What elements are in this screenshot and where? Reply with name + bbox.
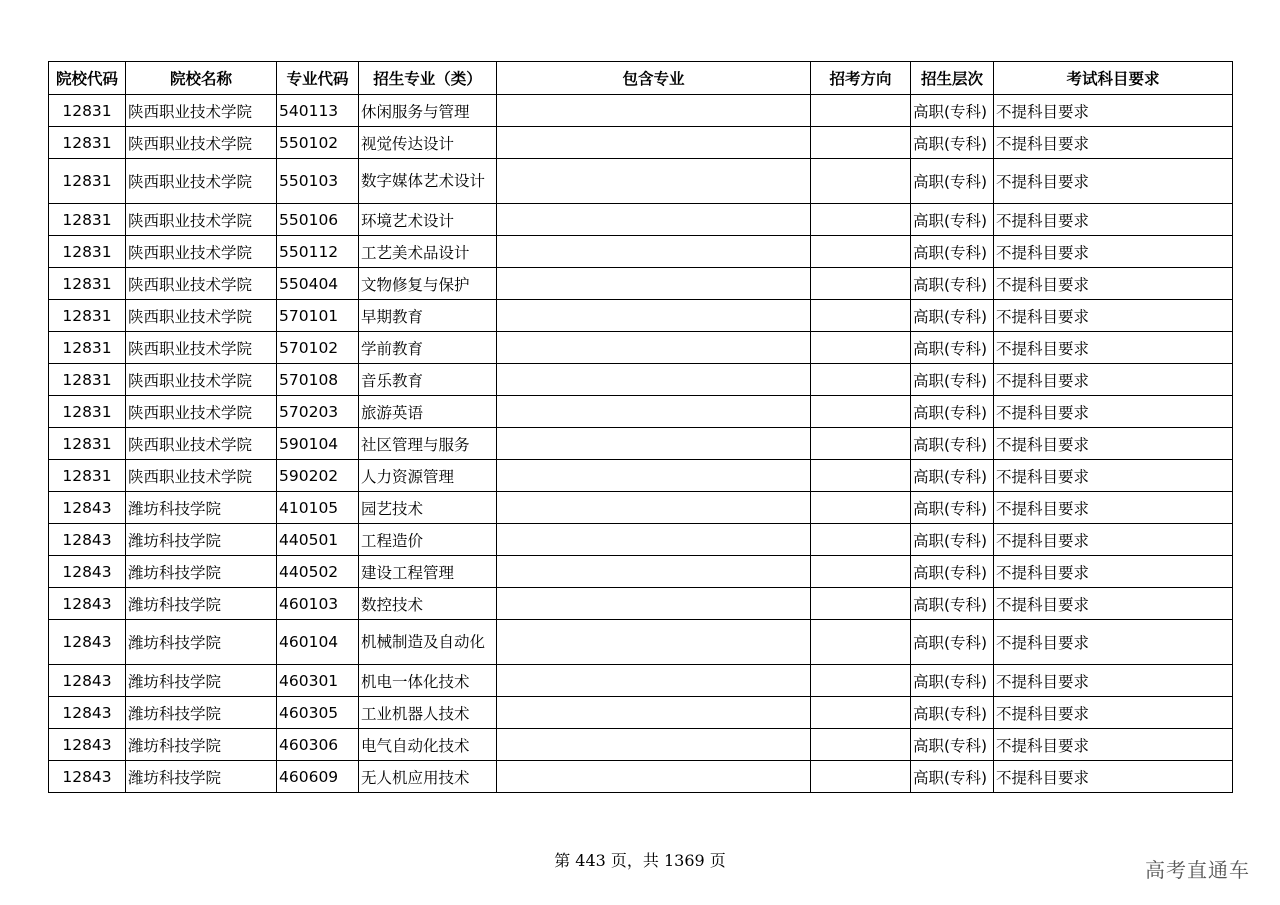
cell-major: 休闲服务与管理 bbox=[359, 95, 497, 127]
cell-direction bbox=[811, 665, 911, 697]
cell-included-majors bbox=[497, 556, 811, 588]
cell-included-majors bbox=[497, 620, 811, 665]
cell-school-code: 12843 bbox=[49, 729, 126, 761]
cell-major: 学前教育 bbox=[359, 332, 497, 364]
cell-major-code: 410105 bbox=[277, 492, 359, 524]
cell-level: 高职(专科) bbox=[911, 204, 994, 236]
cell-level: 高职(专科) bbox=[911, 159, 994, 204]
cell-school-code: 12831 bbox=[49, 460, 126, 492]
cell-school-code: 12831 bbox=[49, 300, 126, 332]
cell-major-code: 460301 bbox=[277, 665, 359, 697]
cell-direction bbox=[811, 95, 911, 127]
cell-subject-requirement: 不提科目要求 bbox=[994, 620, 1233, 665]
cell-direction bbox=[811, 492, 911, 524]
cell-subject-requirement: 不提科目要求 bbox=[994, 492, 1233, 524]
cell-direction bbox=[811, 524, 911, 556]
table-row bbox=[49, 332, 1233, 364]
cell-subject-requirement: 不提科目要求 bbox=[994, 665, 1233, 697]
cell-school-code: 12831 bbox=[49, 332, 126, 364]
cell-school-name: 陕西职业技术学院 bbox=[126, 159, 277, 204]
cell-school-name: 潍坊科技学院 bbox=[126, 761, 277, 793]
cell-subject-requirement: 不提科目要求 bbox=[994, 460, 1233, 492]
cell-subject-requirement: 不提科目要求 bbox=[994, 95, 1233, 127]
header-school-name: 院校名称 bbox=[126, 62, 277, 95]
page-number: 第 443 页，共 1369 页 bbox=[554, 851, 726, 870]
table-row bbox=[49, 588, 1233, 620]
cell-school-code: 12843 bbox=[49, 524, 126, 556]
table-row bbox=[49, 396, 1233, 428]
cell-school-name: 陕西职业技术学院 bbox=[126, 204, 277, 236]
cell-school-name: 陕西职业技术学院 bbox=[126, 364, 277, 396]
cell-school-code: 12831 bbox=[49, 159, 126, 204]
cell-level: 高职(专科) bbox=[911, 364, 994, 396]
cell-included-majors bbox=[497, 268, 811, 300]
cell-direction bbox=[811, 300, 911, 332]
cell-school-code: 12831 bbox=[49, 364, 126, 396]
cell-subject-requirement: 不提科目要求 bbox=[994, 332, 1233, 364]
cell-major: 人力资源管理 bbox=[359, 460, 497, 492]
cell-major: 文物修复与保护 bbox=[359, 268, 497, 300]
cell-major: 工艺美术品设计 bbox=[359, 236, 497, 268]
cell-level: 高职(专科) bbox=[911, 588, 994, 620]
table-row bbox=[49, 556, 1233, 588]
cell-included-majors bbox=[497, 127, 811, 159]
cell-included-majors bbox=[497, 428, 811, 460]
cell-level: 高职(专科) bbox=[911, 665, 994, 697]
cell-subject-requirement: 不提科目要求 bbox=[994, 761, 1233, 793]
cell-direction bbox=[811, 332, 911, 364]
cell-major: 社区管理与服务 bbox=[359, 428, 497, 460]
cell-major: 旅游英语 bbox=[359, 396, 497, 428]
cell-level: 高职(专科) bbox=[911, 396, 994, 428]
cell-included-majors bbox=[497, 300, 811, 332]
cell-major: 电气自动化技术 bbox=[359, 729, 497, 761]
cell-direction bbox=[811, 364, 911, 396]
header-included-majors: 包含专业 bbox=[497, 62, 811, 95]
cell-level: 高职(专科) bbox=[911, 492, 994, 524]
cell-subject-requirement: 不提科目要求 bbox=[994, 364, 1233, 396]
table-row bbox=[49, 95, 1233, 127]
cell-major-code: 570101 bbox=[277, 300, 359, 332]
cell-major-code: 550103 bbox=[277, 159, 359, 204]
cell-level: 高职(专科) bbox=[911, 332, 994, 364]
cell-subject-requirement: 不提科目要求 bbox=[994, 524, 1233, 556]
cell-major: 建设工程管理 bbox=[359, 556, 497, 588]
cell-direction bbox=[811, 460, 911, 492]
cell-included-majors bbox=[497, 492, 811, 524]
cell-subject-requirement: 不提科目要求 bbox=[994, 300, 1233, 332]
cell-major-code: 550112 bbox=[277, 236, 359, 268]
cell-major: 无人机应用技术 bbox=[359, 761, 497, 793]
cell-school-code: 12831 bbox=[49, 396, 126, 428]
cell-included-majors bbox=[497, 364, 811, 396]
cell-subject-requirement: 不提科目要求 bbox=[994, 127, 1233, 159]
table-row bbox=[49, 204, 1233, 236]
cell-included-majors bbox=[497, 588, 811, 620]
cell-school-code: 12843 bbox=[49, 761, 126, 793]
cell-school-name: 潍坊科技学院 bbox=[126, 588, 277, 620]
cell-direction bbox=[811, 159, 911, 204]
cell-included-majors bbox=[497, 159, 811, 204]
cell-level: 高职(专科) bbox=[911, 620, 994, 665]
cell-level: 高职(专科) bbox=[911, 729, 994, 761]
admissions-table bbox=[48, 61, 1233, 793]
cell-included-majors bbox=[497, 95, 811, 127]
cell-school-name: 陕西职业技术学院 bbox=[126, 396, 277, 428]
table-row bbox=[49, 697, 1233, 729]
cell-direction bbox=[811, 127, 911, 159]
table-row bbox=[49, 300, 1233, 332]
cell-major-code: 460103 bbox=[277, 588, 359, 620]
table-row bbox=[49, 620, 1233, 665]
cell-school-code: 12831 bbox=[49, 236, 126, 268]
cell-major-code: 550106 bbox=[277, 204, 359, 236]
cell-included-majors bbox=[497, 204, 811, 236]
cell-major: 音乐教育 bbox=[359, 364, 497, 396]
cell-school-code: 12831 bbox=[49, 428, 126, 460]
cell-included-majors bbox=[497, 697, 811, 729]
cell-direction bbox=[811, 268, 911, 300]
cell-direction bbox=[811, 761, 911, 793]
cell-major-code: 550102 bbox=[277, 127, 359, 159]
cell-school-code: 12843 bbox=[49, 588, 126, 620]
cell-major: 机械制造及自动化 bbox=[359, 620, 497, 665]
cell-level: 高职(专科) bbox=[911, 556, 994, 588]
cell-level: 高职(专科) bbox=[911, 460, 994, 492]
cell-level: 高职(专科) bbox=[911, 236, 994, 268]
cell-school-code: 12831 bbox=[49, 95, 126, 127]
table-row bbox=[49, 492, 1233, 524]
table-body bbox=[49, 95, 1233, 793]
cell-school-name: 陕西职业技术学院 bbox=[126, 428, 277, 460]
cell-included-majors bbox=[497, 332, 811, 364]
header-major: 招生专业（类） bbox=[359, 62, 497, 95]
table-row bbox=[49, 761, 1233, 793]
cell-direction bbox=[811, 396, 911, 428]
cell-included-majors bbox=[497, 236, 811, 268]
table-row bbox=[49, 127, 1233, 159]
header-level: 招生层次 bbox=[911, 62, 994, 95]
cell-included-majors bbox=[497, 665, 811, 697]
cell-subject-requirement: 不提科目要求 bbox=[994, 396, 1233, 428]
cell-subject-requirement: 不提科目要求 bbox=[994, 588, 1233, 620]
cell-major: 工程造价 bbox=[359, 524, 497, 556]
cell-level: 高职(专科) bbox=[911, 268, 994, 300]
cell-major-code: 590202 bbox=[277, 460, 359, 492]
cell-direction bbox=[811, 428, 911, 460]
cell-school-name: 潍坊科技学院 bbox=[126, 697, 277, 729]
cell-major-code: 460104 bbox=[277, 620, 359, 665]
table-row bbox=[49, 460, 1233, 492]
cell-included-majors bbox=[497, 524, 811, 556]
table-row bbox=[49, 524, 1233, 556]
cell-school-code: 12843 bbox=[49, 620, 126, 665]
table-header bbox=[49, 62, 1233, 95]
cell-major-code: 550404 bbox=[277, 268, 359, 300]
header-subject-requirement: 考试科目要求 bbox=[994, 62, 1233, 95]
cell-subject-requirement: 不提科目要求 bbox=[994, 236, 1233, 268]
table-row bbox=[49, 364, 1233, 396]
cell-level: 高职(专科) bbox=[911, 697, 994, 729]
cell-school-code: 12843 bbox=[49, 556, 126, 588]
cell-major: 视觉传达设计 bbox=[359, 127, 497, 159]
header-major-code: 专业代码 bbox=[277, 62, 359, 95]
cell-subject-requirement: 不提科目要求 bbox=[994, 204, 1233, 236]
table-row bbox=[49, 236, 1233, 268]
cell-direction bbox=[811, 204, 911, 236]
cell-subject-requirement: 不提科目要求 bbox=[994, 556, 1233, 588]
cell-included-majors bbox=[497, 460, 811, 492]
cell-major: 环境艺术设计 bbox=[359, 204, 497, 236]
cell-level: 高职(专科) bbox=[911, 300, 994, 332]
cell-school-code: 12831 bbox=[49, 204, 126, 236]
cell-school-name: 陕西职业技术学院 bbox=[126, 268, 277, 300]
cell-school-code: 12843 bbox=[49, 492, 126, 524]
cell-major: 园艺技术 bbox=[359, 492, 497, 524]
cell-school-name: 陕西职业技术学院 bbox=[126, 460, 277, 492]
cell-school-code: 12843 bbox=[49, 697, 126, 729]
cell-major-code: 460609 bbox=[277, 761, 359, 793]
cell-included-majors bbox=[497, 396, 811, 428]
cell-school-name: 陕西职业技术学院 bbox=[126, 300, 277, 332]
cell-subject-requirement: 不提科目要求 bbox=[994, 159, 1233, 204]
table-row bbox=[49, 729, 1233, 761]
cell-school-name: 潍坊科技学院 bbox=[126, 492, 277, 524]
table-row bbox=[49, 268, 1233, 300]
cell-major-code: 460305 bbox=[277, 697, 359, 729]
cell-direction bbox=[811, 697, 911, 729]
cell-school-name: 潍坊科技学院 bbox=[126, 729, 277, 761]
cell-major-code: 540113 bbox=[277, 95, 359, 127]
cell-school-name: 陕西职业技术学院 bbox=[126, 332, 277, 364]
table-row bbox=[49, 159, 1233, 204]
watermark: 高考直通车 bbox=[1145, 858, 1250, 882]
cell-subject-requirement: 不提科目要求 bbox=[994, 729, 1233, 761]
cell-level: 高职(专科) bbox=[911, 524, 994, 556]
cell-major-code: 460306 bbox=[277, 729, 359, 761]
cell-school-code: 12831 bbox=[49, 127, 126, 159]
cell-direction bbox=[811, 556, 911, 588]
table-row bbox=[49, 665, 1233, 697]
cell-school-name: 陕西职业技术学院 bbox=[126, 236, 277, 268]
table-row bbox=[49, 428, 1233, 460]
cell-direction bbox=[811, 620, 911, 665]
cell-included-majors bbox=[497, 761, 811, 793]
cell-major: 数控技术 bbox=[359, 588, 497, 620]
cell-school-name: 潍坊科技学院 bbox=[126, 620, 277, 665]
cell-level: 高职(专科) bbox=[911, 428, 994, 460]
cell-major: 早期教育 bbox=[359, 300, 497, 332]
cell-major-code: 570108 bbox=[277, 364, 359, 396]
cell-school-name: 潍坊科技学院 bbox=[126, 524, 277, 556]
cell-major-code: 570203 bbox=[277, 396, 359, 428]
cell-subject-requirement: 不提科目要求 bbox=[994, 428, 1233, 460]
cell-major-code: 570102 bbox=[277, 332, 359, 364]
cell-school-name: 陕西职业技术学院 bbox=[126, 127, 277, 159]
cell-major: 机电一体化技术 bbox=[359, 665, 497, 697]
cell-school-name: 陕西职业技术学院 bbox=[126, 95, 277, 127]
cell-school-name: 潍坊科技学院 bbox=[126, 665, 277, 697]
cell-direction bbox=[811, 588, 911, 620]
cell-major-code: 440501 bbox=[277, 524, 359, 556]
cell-included-majors bbox=[497, 729, 811, 761]
cell-major-code: 590104 bbox=[277, 428, 359, 460]
cell-school-code: 12831 bbox=[49, 268, 126, 300]
header-row bbox=[49, 62, 1233, 95]
cell-direction bbox=[811, 729, 911, 761]
cell-major: 工业机器人技术 bbox=[359, 697, 497, 729]
cell-major-code: 440502 bbox=[277, 556, 359, 588]
header-school-code: 院校代码 bbox=[49, 62, 126, 95]
cell-major: 数字媒体艺术设计 bbox=[359, 159, 497, 204]
cell-level: 高职(专科) bbox=[911, 127, 994, 159]
cell-subject-requirement: 不提科目要求 bbox=[994, 268, 1233, 300]
header-direction: 招考方向 bbox=[811, 62, 911, 95]
cell-school-code: 12843 bbox=[49, 665, 126, 697]
cell-level: 高职(专科) bbox=[911, 95, 994, 127]
cell-subject-requirement: 不提科目要求 bbox=[994, 697, 1233, 729]
cell-school-name: 潍坊科技学院 bbox=[126, 556, 277, 588]
cell-level: 高职(专科) bbox=[911, 761, 994, 793]
cell-direction bbox=[811, 236, 911, 268]
